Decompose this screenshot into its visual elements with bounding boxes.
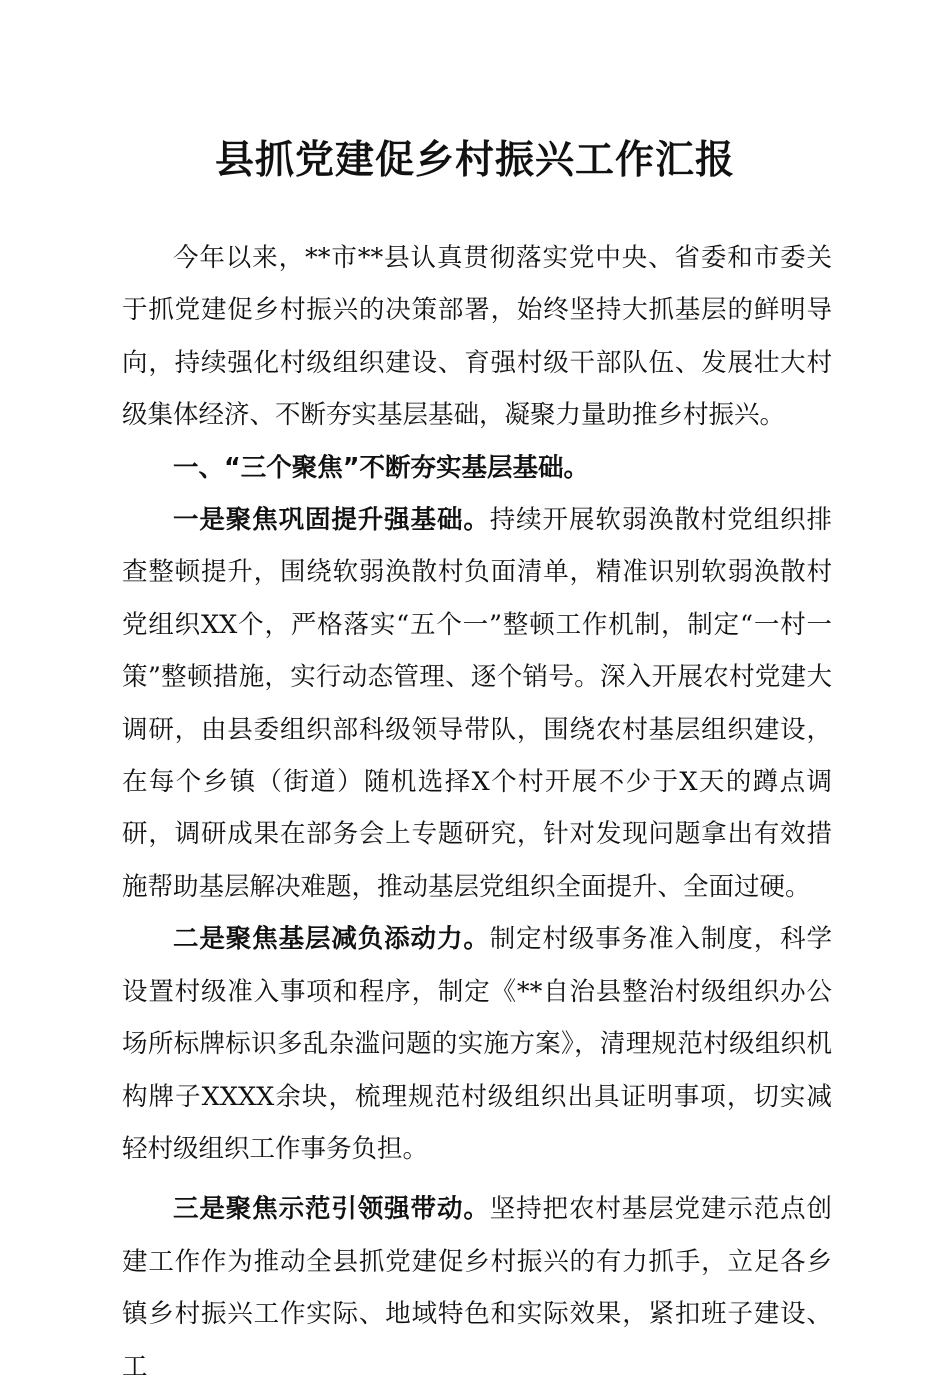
document-body [122,232,832,1393]
item-paragraph-3 [122,1183,832,1393]
item-lead-2: 二是聚焦基层减负添动力。 [173,924,490,955]
item-paragraph-1 [122,494,832,913]
item-lead-3: 三是聚焦示范引领强带动。 [173,1194,490,1225]
intro-paragraph: 今年以来，**市**县认真贯彻落实党中央、省委和市委关于抓党建促乡村振兴的决策部署，始终坚持大抓基层的鲜明导向，持续强化村级组织建设、育强村级干部队伍、发展壮大村级集体经济、不断夯实基层基础，凝聚力量助推乡村振兴。 [122,243,832,431]
item-text-3: 坚持把农村基层党建示范点创建工作作为推动全县抓党建促乡村振兴的有力抓手，立足各乡镇乡村振兴工作实际、地域特色和实际效果，紧扣班子建设、工 [122,1194,832,1382]
item-lead-1: 一是聚焦巩固提升强基础。 [173,505,490,536]
item-text-2: 制定村级事务准入制度，科学设置村级准入事项和程序，制定《**自治县整治村级组织办公场所标牌标识多乱杂滥问题的实施方案》，清理规范村级组织机构牌子XXXX余块，梳理规范村级组织出具证明事项，切实减轻村级组织工作事务负担。 [122,924,832,1164]
item-paragraph-2 [122,913,832,1175]
document-title: 县抓党建促乡村振兴工作汇报 [214,137,735,183]
item-text-1: 持续开展软弱涣散村党组织排查整顿提升，围绕软弱涣散村负面清单，精准识别软弱涣散村党组织XX个，严格落实“五个一”整顿工作机制，制定“一村一策”整顿措施，实行动态管理、逐个销号。深入开展农村党建大调研，由县委组织部科级领导带队，围绕农村基层组织建设，在每个乡镇（街道）随机选择X个村开展不少于X天的蹲点调研，调研成果在部务会上专题研究，针对发现问题拿出有效措施帮助基层解决难题，推动基层党组织全面提升、全面过硬。 [122,505,832,902]
section-heading-1: 一、“三个聚焦”不断夯实基层基础。 [173,452,590,483]
